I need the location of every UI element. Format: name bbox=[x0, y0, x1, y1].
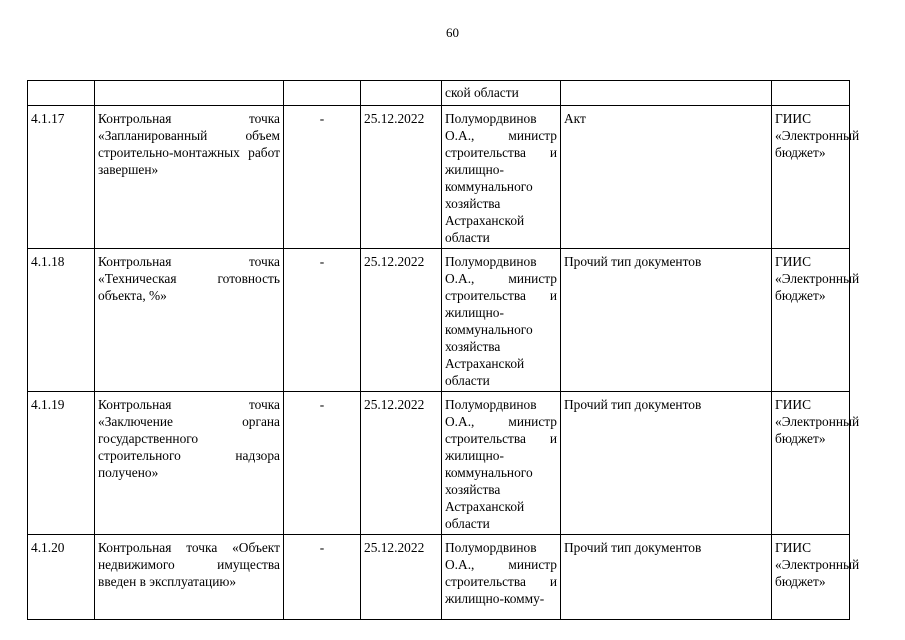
cell-system: ГИИС «Электронный бюджет» bbox=[772, 535, 850, 620]
cell-start bbox=[284, 81, 361, 106]
cell-document: Прочий тип документов bbox=[561, 249, 772, 392]
cell-end: 25.12.2022 bbox=[361, 249, 442, 392]
cell-end bbox=[361, 81, 442, 106]
cell-responsible: Полумордвинов О.А., министр строительства и жилищно-комму- bbox=[442, 535, 561, 620]
cell-document bbox=[561, 81, 772, 106]
table-row bbox=[28, 106, 850, 249]
table-row bbox=[28, 535, 850, 620]
cell-end: 25.12.2022 bbox=[361, 535, 442, 620]
cell-responsible: Полумордвинов О.А., министр строительства и жилищно-коммунального хозяйства Астраханской области bbox=[442, 106, 561, 249]
table-row bbox=[28, 392, 850, 535]
cell-end: 25.12.2022 bbox=[361, 392, 442, 535]
cell-name: Контрольная точка «Запланированный объем строительно-монтажных работ завершен» bbox=[95, 106, 284, 249]
cell-num bbox=[28, 81, 95, 106]
cell-num: 4.1.19 bbox=[28, 392, 95, 535]
cell-document: Акт bbox=[561, 106, 772, 249]
cell-system: ГИИС «Электронный бюджет» bbox=[772, 249, 850, 392]
cell-start: - bbox=[284, 535, 361, 620]
cell-system: ГИИС «Электронный бюджет» bbox=[772, 392, 850, 535]
cell-responsible: Полумордвинов О.А., министр строительства и жилищно-коммунального хозяйства Астраханской области bbox=[442, 392, 561, 535]
cell-end: 25.12.2022 bbox=[361, 106, 442, 249]
cell-name bbox=[95, 81, 284, 106]
page-number: 60 bbox=[446, 25, 459, 40]
cell-responsible: Полумордвинов О.А., министр строительства и жилищно-коммунального хозяйства Астраханской области bbox=[442, 249, 561, 392]
cell-start: - bbox=[284, 249, 361, 392]
cell-name: Контрольная точка «Объект недвижимого имущества введен в эксплуатацию» bbox=[95, 535, 284, 620]
cell-start: - bbox=[284, 106, 361, 249]
cell-system: ГИИС «Электронный бюджет» bbox=[772, 106, 850, 249]
cell-responsible: ской области bbox=[442, 81, 561, 106]
cell-name: Контрольная точка «Техническая готовность объекта, %» bbox=[95, 249, 284, 392]
table-row bbox=[28, 249, 850, 392]
cell-num: 4.1.17 bbox=[28, 106, 95, 249]
cell-document: Прочий тип документов bbox=[561, 535, 772, 620]
cell-name: Контрольная точка «Заключение органа государственного строительного надзора получено» bbox=[95, 392, 284, 535]
control-points-table bbox=[27, 80, 860, 620]
cell-document: Прочий тип документов bbox=[561, 392, 772, 535]
cell-start: - bbox=[284, 392, 361, 535]
table-row bbox=[28, 81, 850, 106]
cell-num: 4.1.18 bbox=[28, 249, 95, 392]
cell-num: 4.1.20 bbox=[28, 535, 95, 620]
cell-system bbox=[772, 81, 850, 106]
